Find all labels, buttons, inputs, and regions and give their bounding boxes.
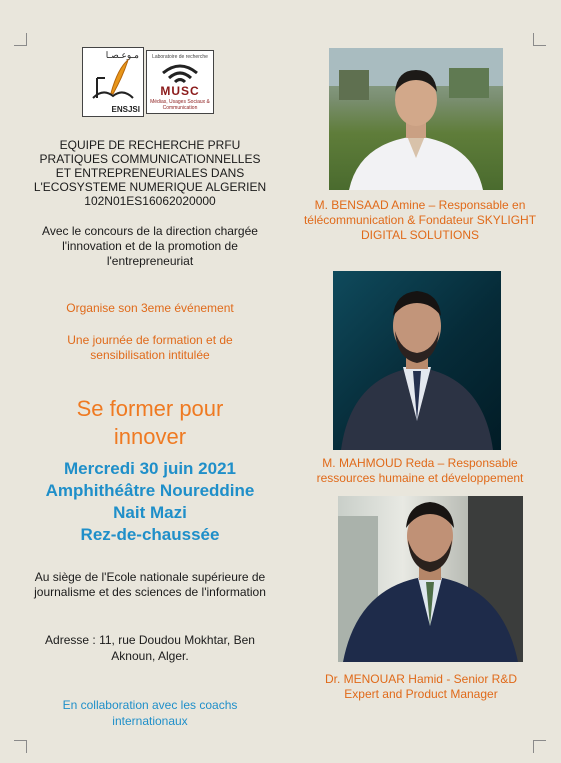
speaker-photo-bensaad	[329, 48, 503, 190]
corner-mark-bottom-right	[533, 740, 546, 753]
ensjsi-logo	[82, 47, 144, 117]
speaker-caption-bensaad: M. BENSAAD Amine – Responsable en télécommunication & Fondateur SKYLIGHT DIGITAL SOLUTIONS	[303, 198, 537, 242]
event-title-line: innover	[113, 424, 187, 449]
event-details	[0, 458, 300, 546]
musc-logo-top-text: Laboratoire de recherche	[152, 54, 208, 60]
team-line: EQUIPE DE RECHERCHE PRFU	[59, 138, 241, 152]
event-title-line: Se former pour	[76, 396, 224, 421]
corner-mark-top-left	[14, 33, 27, 46]
speaker-caption-mahmoud: M. MAHMOUD Reda – Responsable ressources humaine et développement	[316, 456, 524, 485]
event-venue-line: Nait Mazi	[113, 503, 187, 522]
speaker-photo-menouar	[338, 496, 523, 662]
organise-text: Organise son 3eme événement	[66, 301, 234, 315]
speaker-photo-mahmoud	[333, 271, 501, 450]
event-venue-line: Amphithéâtre Noureddine	[45, 481, 255, 500]
collaboration-text: En collaboration avec les coachs internationaux	[62, 698, 238, 728]
team-line: 102N01ES16062020000	[84, 194, 216, 208]
corner-mark-top-right	[533, 33, 546, 46]
corner-mark-bottom-left	[14, 740, 27, 753]
ensjsi-logo-text: ENSJSI	[111, 105, 140, 114]
ensjsi-logo-arabic: مـوعـصـا	[105, 50, 139, 60]
speaker-portrait-1	[329, 48, 503, 190]
musc-logo-subtitle: Médias, Usages Sociaux & Communication	[150, 99, 210, 111]
team-line: PRATIQUES COMMUNICATIONNELLES	[39, 152, 261, 166]
team-line: ET ENTREPRENEURIALES DANS	[55, 166, 245, 180]
journee-text: Une journée de formation et de sensibilisation intitulée	[67, 333, 233, 362]
siege-text: Au siège de l'Ecole nationale supérieure de journalisme et des sciences de l'information	[34, 570, 266, 599]
event-title	[0, 395, 300, 451]
speaker-caption-menouar: Dr. MENOUAR Hamid - Senior R&D Expert and Product Manager	[324, 672, 518, 701]
speaker-portrait-3	[338, 496, 523, 662]
musc-logo	[146, 50, 214, 114]
address-text: Adresse : 11, rue Doudou Mokhtar, Ben Aknoun, Alger.	[45, 633, 255, 663]
research-team-block	[0, 138, 300, 208]
event-floor: Rez-de-chaussée	[80, 525, 220, 544]
team-line: L'ECOSYSTEME NUMERIQUE ALGERIEN	[33, 180, 267, 194]
event-date: Mercredi 30 juin 2021	[64, 459, 236, 478]
concours-text: Avec le concours de la direction chargée l'innovation et de la promotion de l'entrepreneuriat	[42, 224, 258, 268]
musc-logo-name: MUSC	[160, 84, 200, 98]
speaker-portrait-2	[333, 271, 501, 450]
